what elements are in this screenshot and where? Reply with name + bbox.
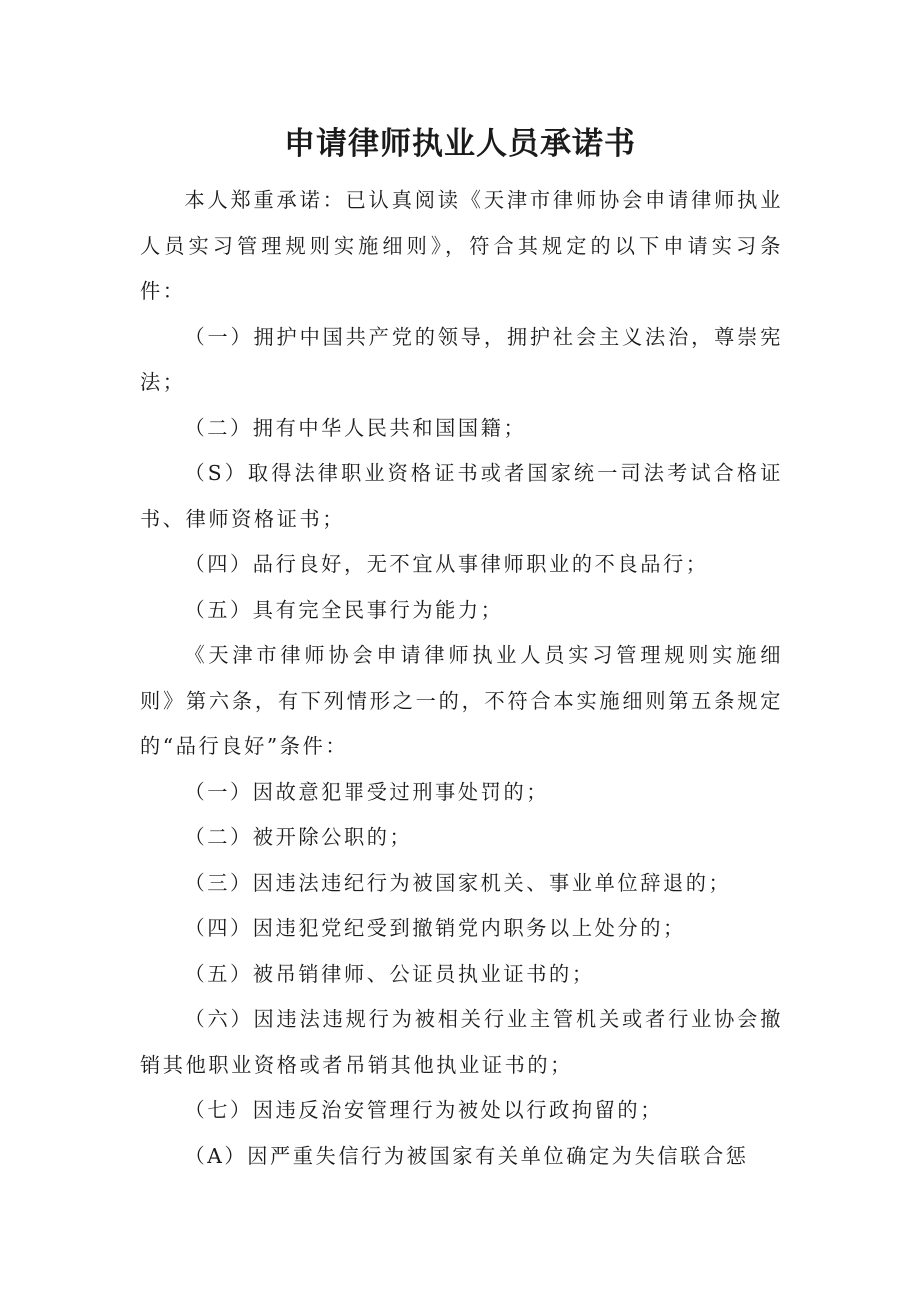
exclusion-4: （四）因违犯党纪受到撤销党内职务以上处分的； <box>184 916 686 940</box>
document-body <box>140 178 783 1179</box>
exclusion-3: （三）因违法违纪行为被国家机关、事业单位辞退的； <box>184 870 732 895</box>
exclusion-8: （A）因严重失信行为被国家有关单位确定为失信联合惩 <box>184 1143 749 1168</box>
exclusion-6: （六）因违法违规行为被相关行业主管机关或者行业协会撤销其他职业资格或者吊销其他执业证书的； <box>140 1007 783 1077</box>
exclusion-1: （一）因故意犯罪受过刑事处罚的； <box>184 779 550 804</box>
paragraph-commitment: 本人郑重承诺：已认真阅读《天津市律师协会申请律师执业人员实习管理规则实施细则》，符合其规定的以下申请实习条件： <box>140 188 783 303</box>
condition-3: （S）取得法律职业资格证书或者国家统一司法考试合格证书、律师资格证书； <box>140 461 783 531</box>
paragraph-article-6: 《天津市律师协会申请律师执业人员实习管理规则实施细则》第六条，有下列情形之一的，不符合本实施细则第五条规定的“品行良好”条件： <box>140 643 783 758</box>
exclusion-7: （七）因违反治安管理行为被处以行政拘留的； <box>184 1098 663 1122</box>
exclusion-2: （二）被开除公职的； <box>184 825 413 849</box>
condition-1: （一）拥护中国共产党的领导，拥护社会主义法治，尊崇宪法； <box>140 324 783 394</box>
condition-5: （五）具有完全民事行为能力； <box>184 597 504 622</box>
exclusion-5: （五）被吊销律师、公证员执业证书的； <box>184 961 595 986</box>
condition-2: （二）拥有中华人民共和国国籍； <box>184 415 527 440</box>
condition-4: （四）品行良好，无不宜从事律师职业的不良品行； <box>184 552 709 576</box>
page-title: 申请律师执业人员承诺书 <box>284 126 636 162</box>
